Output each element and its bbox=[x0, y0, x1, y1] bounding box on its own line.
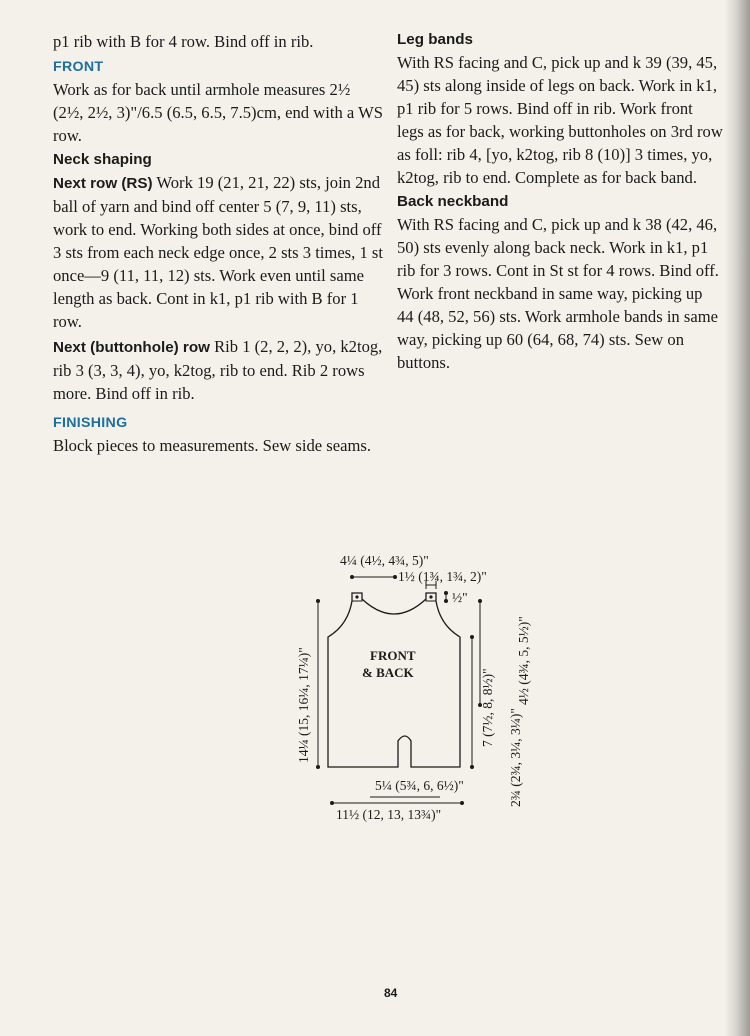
dim-inseam: 2¾ (2¾, 3¼, 3¼)" bbox=[508, 708, 523, 807]
neck-shaping-text: Work 19 (21, 21, 22) sts, join 2nd ball of yarn and bind off center 5 (7, 9, 11) sts, work to end. Working both sides at once, bind off 3 sts from each neck edge once, 2 sts 3 times, 1 st once—9 (11, 11, 12) sts. Work even until same length as back. Cont in k1, p1 rib with B for 1 row. bbox=[53, 173, 383, 331]
dim-total-length: 14¼ (15, 16¼, 17¼)" bbox=[296, 647, 311, 763]
back-neckband-heading: Back neckband bbox=[397, 193, 509, 210]
neck-shaping-heading: Neck shaping bbox=[53, 151, 152, 168]
dim-side: 7 (7½, 8, 8½)" bbox=[480, 668, 495, 747]
button-left bbox=[355, 595, 358, 598]
buttonhole-paragraph bbox=[53, 335, 383, 405]
dim-band: ½" bbox=[452, 590, 468, 605]
garment-schematic bbox=[290, 545, 550, 835]
dim-strap: 1½ (1¾, 1¾, 2)" bbox=[398, 569, 487, 584]
buttonhole-text: Rib 1 (2, 2, 2), yo, k2tog, rib 3 (3, 3, 4), yo, k2tog, rib to end. Rib 2 rows more. Bind off in rib. bbox=[53, 337, 383, 403]
back-neckband-text: With RS facing and C, pick up and k 38 (42, 46, 50) sts evenly along back neck. Work in k1, p1 rib for 3 rows. Cont in St st for 4 rows. Bind off. Work front neckband in same way, picking up 44 (48, 52, 56) sts. Work armhole bands in same way, picking up 60 (64, 68, 74) sts. Sew on buttons. bbox=[397, 215, 719, 372]
front-text: Work as for back until armhole measures 2½ (2½, 2½, 3)"/6.5 (6.5, 6.5, 7.5)cm, end with a WS row. bbox=[53, 80, 384, 145]
left-column bbox=[53, 30, 383, 457]
finishing-heading: FINISHING bbox=[53, 415, 128, 431]
leg-bands-text: With RS facing and C, pick up and k 39 (39, 45, 45) sts along inside of legs on back. Work in k1, p1 rib for 5 rows. Bind off in rib. Work front legs as for back, working buttonholes on 3rd row as foll: rib 4, [yo, k2tog, rib 8 (10)] 3 times, yo, k2tog, rib to end. Complete as for back band. bbox=[397, 53, 723, 187]
dim-armhole: 4½ (4¾, 5, 5½)" bbox=[516, 616, 531, 705]
dim-width: 11½ (12, 13, 13¾)" bbox=[336, 807, 442, 822]
dim-top-width: 4¼ (4½, 4¾, 5)" bbox=[340, 553, 429, 568]
leg-bands-heading: Leg bands bbox=[397, 31, 473, 48]
neck-shaping-paragraph bbox=[53, 171, 383, 333]
finishing-text: Block pieces to measurements. Sew side seams. bbox=[53, 436, 371, 455]
intro-line: p1 rib with B for 4 row. Bind off in rib. bbox=[53, 32, 314, 51]
buttonhole-lead: Next (buttonhole) row bbox=[53, 339, 210, 356]
button-right bbox=[429, 595, 432, 598]
page-number: 84 bbox=[384, 986, 398, 1000]
dim-crotch: 5¼ (5¾, 6, 6½)" bbox=[375, 778, 464, 793]
label-back: & BACK bbox=[362, 665, 414, 680]
next-row-lead: Next row (RS) bbox=[53, 175, 153, 192]
label-front: FRONT bbox=[370, 648, 416, 663]
page-binding-shadow bbox=[724, 0, 750, 1036]
front-heading: FRONT bbox=[53, 59, 104, 75]
right-column bbox=[397, 30, 723, 374]
